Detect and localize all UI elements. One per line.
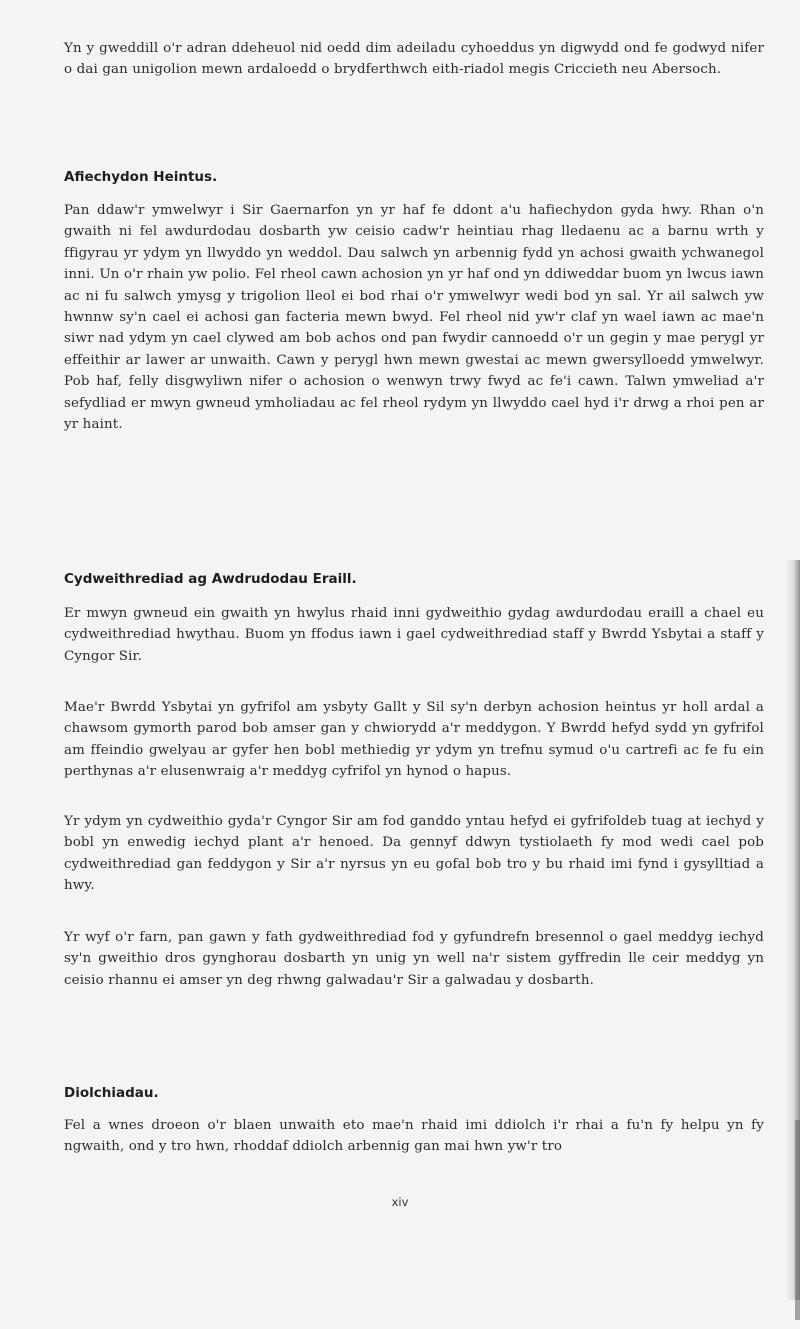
cooperation-body-1 [64,603,764,667]
page-number: xiv [391,1195,409,1209]
thanks-paragraph: Fel a wnes droeon o'r blaen unwaith eto mae'n rhaid imi ddiolch i'r rhai a fu'n fy helpu yn fy ngwaith, ond y tro hwn, rhoddaf ddiolch arbennig gan mai hwn yw'r tro [64,1118,764,1155]
section-heading-infectious: Afiechydon Heintus. [64,169,218,185]
infectious-paragraph: Pan ddaw'r ymwelwyr i Sir Gaernarfon yn yr haf fe ddont a'u hafiechydon gyda hwy. Rhan o'n gwaith ni fel awdurdodau dosbarth yw ceisio cadw'r heintiau rhag lledaenu ac a barnu wrth y ffigyrau yr ydym yn llwyddo yn weddol. Dau salwch yn arbennig fydd yn achosi gwaith ychwanegol inni. Un o'r rhain yw polio. Fel rheol cawn achosion yn yr haf ond yn ddiweddar buom yn lwcus iawn ac ni fu salwch ymysg y trigolion lleol ei bod rhai o'r ymwelwyr wedi bod yn sal. Yr ail salwch yw hwnnw sy'n cael ei achosi gan facteria mewn bwyd. Fel rheol nid yw'r claf yn wael iawn ac mae'n siwr nad ydym yn cael clywed am bob achos ond pan fwydir cannoedd o'r un gegin y mae perygl yr effeithir ar lawer ar unwaith. Cawn y perygl hwn mewn gwestai ac mewn gwersylloedd ymwelwyr. Pob haf, felly disgwyliwn nifer o achosion o wenwyn trwy fwyd ac fe'i cawn. Talwn ymweliad a'r sefydliad er mwyn gwneud ymholiadau ac fel rheol rydym yn llwyddo cael hyd i'r drwg a rhoi pen ar yr haint. [64,203,764,433]
thanks-body [64,1115,764,1158]
section-cooperation [64,570,764,588]
cooperation-paragraph: Yr ydym yn cydweithio gyda'r Cyngor Sir am fod ganddo yntau hefyd ei gyfrifoldeb tuag at iechyd y bobl yn enwedig iechyd plant a'r henoed. Da gennyf ddwyn tystiolaeth fy mod wedi cael pob cydweithrediad gan feddygon y Sir a'r nyrsus yn eu gofal bob tro y bu rhaid imi fynd i gysylltiad a hwy. [64,814,764,894]
infectious-body [64,200,764,435]
cooperation-paragraph: Er mwyn gwneud ein gwaith yn hwylus rhaid inni gydweithio gydag awdurdodau eraill a chael eu cydweithrediad hwythau. Buom yn ffodus iawn i gael cydweithrediad staff y Bwrdd Ysbytai a staff y Cyngor Sir. [64,606,764,664]
section-heading-cooperation: Cydweithrediad ag Awdrudodau Eraill. [64,571,357,587]
cooperation-paragraph: Yr wyf o'r farn, pan gawn y fath gydweithrediad fod y gyfundrefn bresennol o gael meddyg iechyd sy'n gweithio dros gynghorau dosbarth yn unig yn well na'r sistem gyffredin lle ceir meddyg yn ceisio rhannu ei amser yn deg rhwng galwadau'r Sir a galwadau y dosbarth. [64,930,764,988]
cooperation-body-2 [64,697,764,783]
section-thanks [64,1084,764,1102]
cooperation-body-3 [64,811,764,897]
intro-section [64,38,764,81]
scan-edge-dark [795,1120,800,1320]
cooperation-body-4 [64,927,764,991]
intro-paragraph: Yn y gweddill o'r adran ddeheuol nid oedd dim adeiladu cyhoeddus yn digwydd ond fe godwyd nifer o dai gan unigolion mewn ardaloedd o brydferthwch eith-riadol megis Criccieth neu Abersoch. [64,41,764,78]
cooperation-paragraph: Mae'r Bwrdd Ysbytai yn gyfrifol am ysbyty Gallt y Sil sy'n derbyn achosion heintus yr holl ardal a chawsom gymorth parod bob amser gan y chwiorydd a'r meddygon. Y Bwrdd hefyd sydd yn gyfrifol am ffeindio gwelyau ar gyfer hen bobl methiedig yr ydym yn trefnu symud o'u cartrefi ac fe fu ein perthynas a'r elusenwraig a'r meddyg cyfrifol yn hynod o hapus. [64,700,764,780]
section-heading-thanks: Diolchiadau. [64,1085,159,1101]
section-infectious-diseases [64,168,764,186]
